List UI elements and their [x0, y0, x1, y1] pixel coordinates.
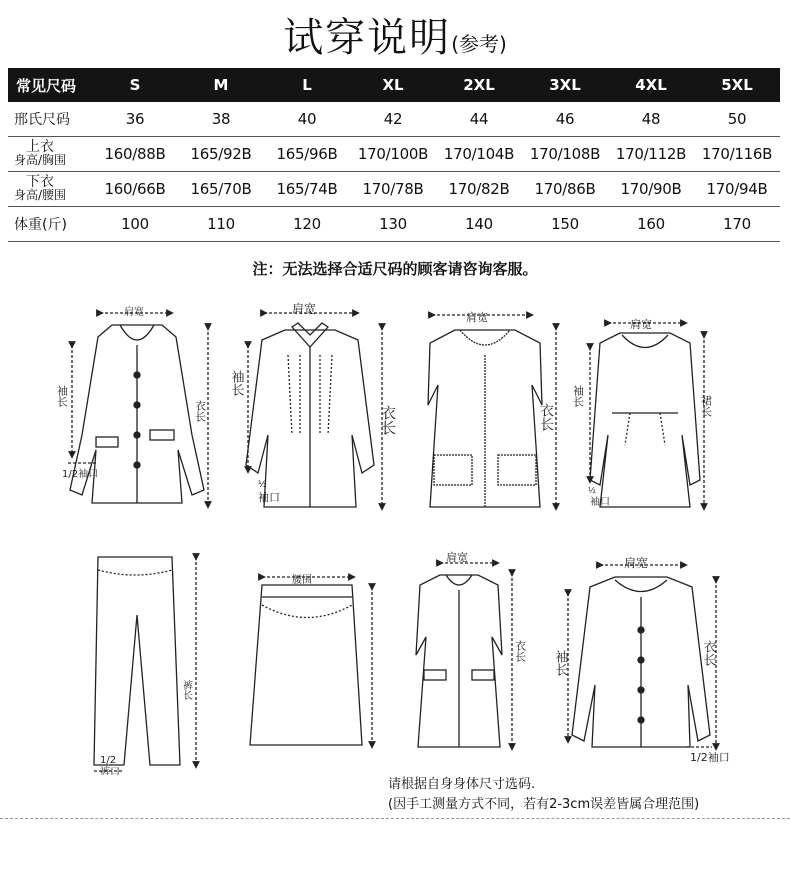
- table-cell: 165/70B: [178, 172, 264, 207]
- table-cell: 40: [264, 102, 350, 137]
- label-shoulder: 肩宽: [630, 318, 652, 331]
- table-row: [8, 102, 780, 137]
- cropped-jacket-diagram: [568, 565, 716, 747]
- table-cell: 170/112B: [608, 137, 694, 172]
- skirt-diagram: [250, 577, 372, 745]
- table-cell: 100: [92, 207, 178, 242]
- table-cell: 170/82B: [436, 172, 522, 207]
- page-title: 试穿说明(参考): [283, 15, 507, 61]
- size-label: L: [264, 68, 350, 102]
- label-length: 衣长: [193, 400, 207, 422]
- table-cell: 160/66B: [92, 172, 178, 207]
- table-cell: 42: [350, 102, 436, 137]
- table-cell: 170: [694, 207, 780, 242]
- label-sleeve: 袖长: [55, 385, 69, 407]
- size-label: M: [178, 68, 264, 102]
- table-cell: 165/96B: [264, 137, 350, 172]
- label-cuff: 袖口: [590, 497, 610, 508]
- table-row: [8, 172, 780, 207]
- footer-note: [388, 775, 699, 815]
- size-table: [8, 68, 780, 242]
- footer-line-2: (因手工测量方式不同，若有2-3cm误差皆属合理范围): [388, 797, 700, 812]
- table-cell: 170/104B: [436, 137, 522, 172]
- table-cell: 150: [522, 207, 608, 242]
- divider: [0, 818, 790, 819]
- size-note: 注：无法选择合适尺码的顾客请咨询客服。: [252, 260, 538, 278]
- size-label: 4XL: [608, 68, 694, 102]
- table-cell: 36: [92, 102, 178, 137]
- table-cell: 170/108B: [522, 137, 608, 172]
- table-cell: 130: [350, 207, 436, 242]
- table-cell: 170/94B: [694, 172, 780, 207]
- label-shoulder: 肩宽: [624, 556, 649, 570]
- label-shoulder: 肩宽: [292, 302, 317, 316]
- label-length: 衣长: [538, 403, 554, 431]
- table-cell: 160/88B: [92, 137, 178, 172]
- table-cell: 38: [178, 102, 264, 137]
- table-cell: 48: [608, 102, 694, 137]
- label-hem-half: 1/2: [100, 755, 117, 766]
- table-row: [8, 207, 780, 242]
- table-cell: 170/116B: [694, 137, 780, 172]
- table-cell: 120: [264, 207, 350, 242]
- table-cell: 170/90B: [608, 172, 694, 207]
- patterned-vest-diagram: [428, 315, 556, 507]
- table-cell: 110: [178, 207, 264, 242]
- long-vest-diagram: [416, 563, 512, 747]
- row-label-top: 下衣: [26, 173, 55, 190]
- label-half-cuff: 1/2袖口: [62, 469, 99, 480]
- label-cuff-half: ½: [258, 480, 267, 490]
- label-sleeve: 袖长: [571, 385, 585, 407]
- measurement-illustrations: [0, 285, 790, 779]
- size-label: 2XL: [436, 68, 522, 102]
- size-label: S: [92, 68, 178, 102]
- label-length: 衣长: [379, 405, 397, 435]
- pants-diagram: [94, 557, 196, 771]
- label-skirt-length: 裙长: [699, 395, 713, 417]
- size-label: 5XL: [694, 68, 780, 102]
- table-cell: 140: [436, 207, 522, 242]
- row-label-bottom: 身高/腰围: [14, 188, 67, 203]
- size-label: 3XL: [522, 68, 608, 102]
- table-cell: 44: [436, 102, 522, 137]
- row-label: 体重(斤): [8, 207, 92, 242]
- label-waist: 腰围: [292, 575, 312, 586]
- table-row: [8, 137, 780, 172]
- label-cuff-half: ½: [588, 486, 596, 495]
- page-subtitle: (参考): [451, 32, 507, 56]
- table-cell: 170/86B: [522, 172, 608, 207]
- row-label-top: 上衣: [26, 138, 55, 155]
- table-cell: 50: [694, 102, 780, 137]
- dress-top-diagram: [590, 323, 704, 507]
- table-cell: 165/74B: [264, 172, 350, 207]
- label-shoulder: 肩宽: [446, 551, 468, 564]
- label-sleeve: 袖长: [552, 650, 568, 676]
- label-half-cuff: 1/2袖口: [690, 751, 730, 764]
- table-cell: 46: [522, 102, 608, 137]
- shirt-jacket-diagram: [246, 313, 382, 507]
- table-cell: 165/92B: [178, 137, 264, 172]
- table-cell: 170/100B: [350, 137, 436, 172]
- label-shoulder: 肩宽: [466, 311, 488, 324]
- label-hem: 裤口: [100, 767, 120, 775]
- table-cell: 170/78B: [350, 172, 436, 207]
- row-label: [8, 172, 92, 207]
- label-sleeve: 袖长: [228, 370, 244, 396]
- label-length: 衣长: [513, 640, 527, 662]
- row-label-bottom: 身高/胸围: [14, 153, 67, 168]
- table-cell: 160: [608, 207, 694, 242]
- label-pants-length: 裤长: [180, 680, 192, 700]
- size-header-label: 常见尺码: [8, 68, 92, 102]
- label-length: 衣长: [700, 640, 716, 666]
- size-header-row: [8, 68, 780, 102]
- row-label: [8, 137, 92, 172]
- label-shoulder: 肩宽: [124, 307, 144, 318]
- footer-line-1: 请根据自身身体尺寸选码.: [388, 777, 536, 792]
- row-label: 邢氏尺码: [8, 102, 92, 137]
- label-cuff: 袖口: [258, 491, 280, 504]
- size-label: XL: [350, 68, 436, 102]
